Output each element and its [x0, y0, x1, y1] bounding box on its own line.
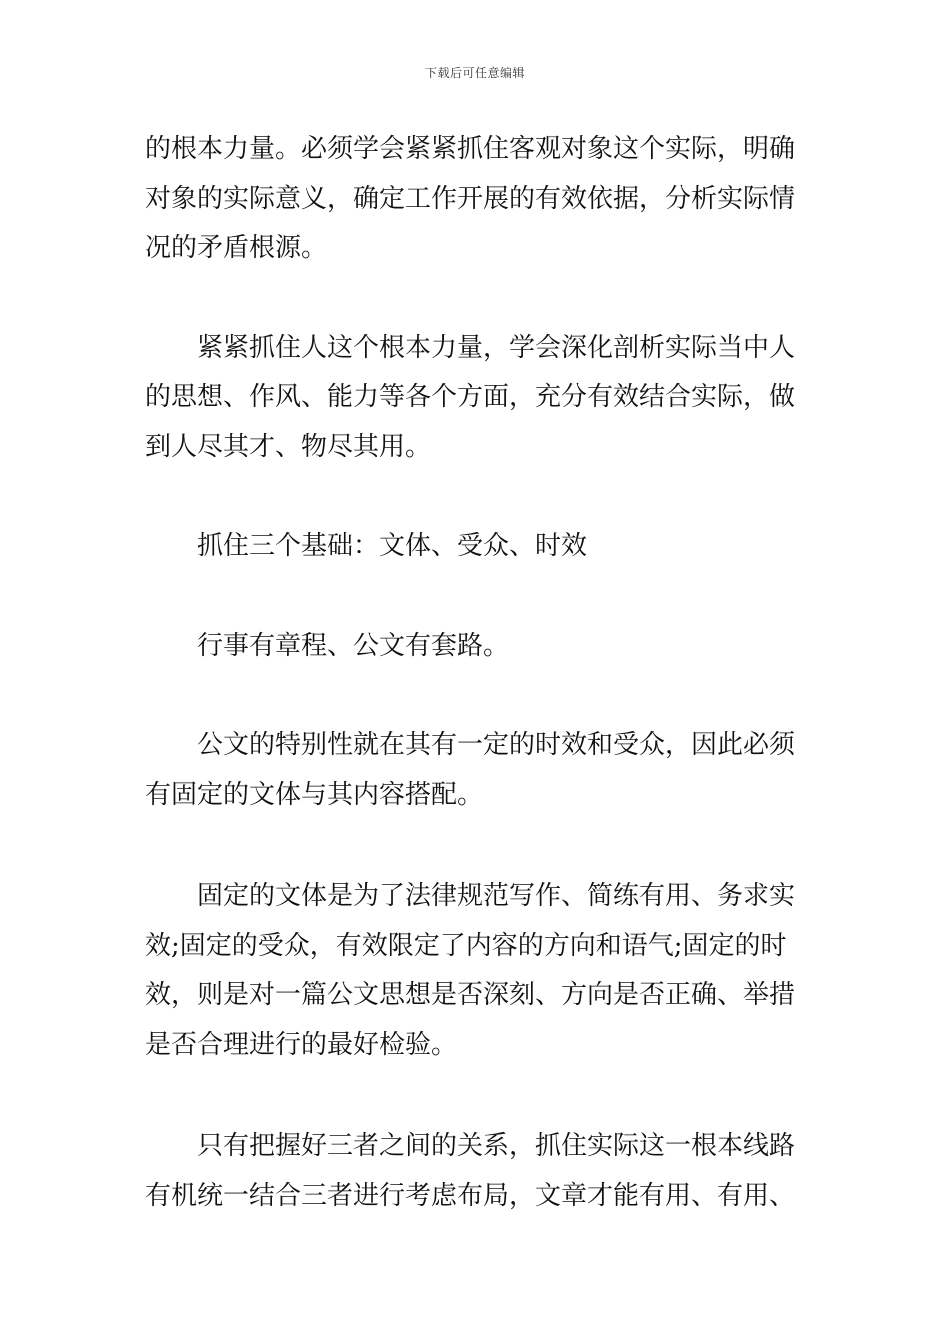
document-body [145, 125, 807, 1221]
paragraph-2: 紧紧抓住人这个根本力量，学会深化剖析实际当中人的思想、作风、能力等各个方面，充分有效结合实际，做到人尽其才、物尽其用。 [145, 332, 796, 462]
paragraph-1: 的根本力量。必须学会紧紧抓住客观对象这个实际，明确对象的实际意义，确定工作开展的有效依据，分析实际情况的矛盾根源。 [145, 134, 796, 263]
paragraph-6: 固定的文体是为了法律规范写作、简练有用、务求实效;固定的受众，有效限定了内容的方向和语气;固定的时效，则是对一篇公文思想是否深刻、方向是否正确、举措是否合理进行的最好检验。 [145, 881, 796, 1060]
paragraph-7: 只有把握好三者之间的关系，抓住实际这一根本线路有机统一结合三者进行考虑布局，文章才能有用、有用、 [145, 1131, 796, 1211]
page-header: 下载后可任意编辑 [424, 66, 525, 80]
paragraph-3: 抓住三个基础：文体、受众、时效 [197, 531, 588, 561]
paragraph-4: 行事有章程、公文有套路。 [197, 630, 510, 661]
paragraph-5: 公文的特别性就在其有一定的时效和受众，因此必须有固定的文体与其内容搭配。 [145, 730, 796, 810]
